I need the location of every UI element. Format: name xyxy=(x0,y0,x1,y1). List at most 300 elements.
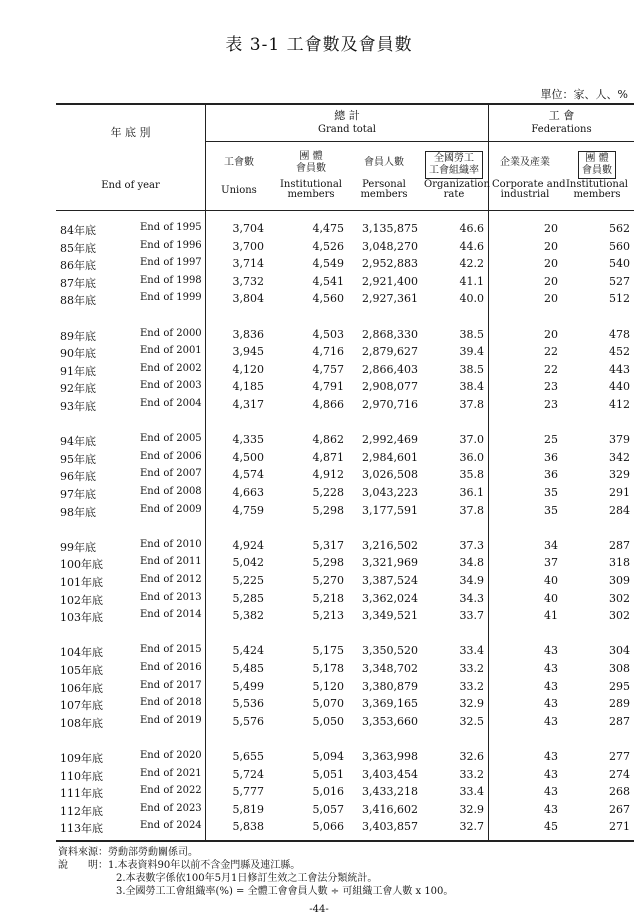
value-cell: 2,866,403 xyxy=(362,362,418,376)
value-cell: 38.5 xyxy=(459,362,484,376)
table-row xyxy=(56,380,634,397)
grand-total-zh: 總 計 xyxy=(334,109,360,122)
value-cell: 271 xyxy=(609,820,630,834)
table-row xyxy=(56,486,634,503)
value-cell: 4,526 xyxy=(312,239,344,253)
year-en-cell: End of 2000 xyxy=(140,327,202,339)
value-cell: 5,218 xyxy=(312,591,344,605)
value-cell: 3,403,454 xyxy=(362,767,418,781)
value-cell: 3,714 xyxy=(232,257,264,271)
header-divider-fed xyxy=(488,141,634,142)
value-cell: 3,363,998 xyxy=(362,750,418,763)
value-cell: 25 xyxy=(544,433,558,447)
value-cell: 20 xyxy=(544,222,558,235)
value-cell: 5,382 xyxy=(232,609,264,623)
value-cell: 291 xyxy=(609,486,630,499)
table-row xyxy=(56,820,634,837)
year-zh-cell: 111年底 xyxy=(60,787,103,801)
value-cell: 5,838 xyxy=(232,820,264,834)
value-cell: 274 xyxy=(609,767,630,781)
value-cell: 37.8 xyxy=(459,398,484,411)
value-cell: 5,051 xyxy=(312,767,344,781)
unions-header-en: Unions xyxy=(221,185,257,196)
value-cell: 2,970,716 xyxy=(362,398,418,411)
value-cell: 4,871 xyxy=(312,450,344,464)
year-en-cell: End of 2011 xyxy=(140,556,202,568)
value-cell: 43 xyxy=(544,644,558,658)
header-divider-grand xyxy=(206,141,488,142)
table-row xyxy=(56,662,634,679)
value-cell: 36 xyxy=(544,468,558,482)
value-cell: 2,952,883 xyxy=(362,257,418,271)
value-cell: 267 xyxy=(609,802,630,816)
value-cell: 5,120 xyxy=(312,679,344,693)
value-cell: 4,716 xyxy=(312,345,344,359)
value-cell: 527 xyxy=(609,274,630,288)
value-cell: 3,732 xyxy=(232,274,264,288)
value-cell: 4,541 xyxy=(312,274,344,288)
table-row xyxy=(56,398,634,415)
year-zh-cell: 87年底 xyxy=(60,276,96,290)
value-cell: 2,992,469 xyxy=(362,433,418,447)
notes-label: 說 明： xyxy=(58,860,108,871)
value-cell: 5,094 xyxy=(312,750,344,763)
table-bottom-border xyxy=(56,840,634,842)
note-line-wrap xyxy=(58,872,453,885)
value-cell: 5,655 xyxy=(232,750,264,763)
unions-header-zh: 工會數 xyxy=(224,157,254,168)
personal-header-zh: 會員人數 xyxy=(364,157,404,168)
year-zh-cell: 106年底 xyxy=(60,681,103,695)
value-cell: 33.2 xyxy=(459,767,484,781)
inst-header-en: Institutional members xyxy=(279,179,343,200)
value-cell: 308 xyxy=(609,662,630,675)
year-en-cell: End of 2014 xyxy=(140,609,202,621)
year-zh-cell: 84年底 xyxy=(60,224,96,237)
table-row xyxy=(56,697,634,714)
value-cell: 5,576 xyxy=(232,714,264,728)
corp-header-zh: 企業及產業 xyxy=(500,157,550,168)
value-cell: 4,912 xyxy=(312,468,344,482)
value-cell: 40 xyxy=(544,591,558,605)
value-cell: 4,663 xyxy=(232,486,264,499)
year-zh-cell: 100年底 xyxy=(60,558,103,572)
value-cell: 5,724 xyxy=(232,767,264,781)
value-cell: 32.5 xyxy=(459,714,484,728)
value-cell: 32.9 xyxy=(459,802,484,816)
corp-header-en: Corporate and industrial xyxy=(492,179,566,200)
year-en-cell: End of 2012 xyxy=(140,574,202,585)
value-cell: 3,348,702 xyxy=(362,662,418,675)
value-cell: 268 xyxy=(609,785,630,799)
value-cell: 5,042 xyxy=(232,556,264,570)
year-en-cell: End of 2010 xyxy=(140,538,202,550)
fed-inst-header-zh-box xyxy=(562,151,632,179)
value-cell: 5,070 xyxy=(312,697,344,711)
value-cell: 36.1 xyxy=(459,486,484,499)
value-cell: 3,216,502 xyxy=(362,538,418,552)
value-cell: 3,026,508 xyxy=(362,468,418,482)
table-row xyxy=(56,768,634,785)
table-row xyxy=(56,222,634,239)
value-cell: 20 xyxy=(544,292,558,306)
year-zh-cell: 105年底 xyxy=(60,664,103,677)
value-cell: 3,380,879 xyxy=(362,679,418,693)
value-cell: 39.4 xyxy=(459,345,484,359)
year-zh-cell: 112年底 xyxy=(60,804,103,818)
value-cell: 37.3 xyxy=(459,538,484,552)
federations-zh: 工 會 xyxy=(548,109,575,122)
value-cell: 289 xyxy=(609,697,630,711)
page-title: 表 3-1 工會數及會員數 xyxy=(225,35,413,55)
value-cell: 20 xyxy=(544,239,558,253)
table-row xyxy=(56,539,634,556)
value-cell: 23 xyxy=(544,380,558,394)
year-zh-cell: 89年底 xyxy=(60,329,96,343)
year-zh-cell: 85年底 xyxy=(60,241,96,255)
value-cell: 42.2 xyxy=(459,257,484,271)
value-cell: 43 xyxy=(544,662,558,675)
value-cell: 2,921,400 xyxy=(362,274,418,288)
value-cell: 43 xyxy=(544,802,558,816)
value-cell: 3,135,875 xyxy=(362,222,418,235)
year-zh-cell: 101年底 xyxy=(60,576,103,589)
value-cell: 43 xyxy=(544,679,558,693)
value-cell: 46.6 xyxy=(459,222,484,235)
year-en-cell: End of 2007 xyxy=(140,468,202,480)
notes-block xyxy=(58,859,453,872)
value-cell: 4,757 xyxy=(312,362,344,376)
value-cell: 5,536 xyxy=(232,697,264,711)
value-cell: 562 xyxy=(609,222,630,235)
value-cell: 2,908,077 xyxy=(362,380,418,394)
value-cell: 5,298 xyxy=(312,503,344,517)
value-cell: 3,048,270 xyxy=(362,239,418,253)
rate-header-zh-box xyxy=(424,151,484,179)
value-cell: 4,317 xyxy=(232,398,264,411)
value-cell: 35 xyxy=(544,486,558,499)
year-en-cell: End of 2022 xyxy=(140,785,202,797)
table-row xyxy=(56,556,634,573)
table-row xyxy=(56,680,634,697)
value-cell: 452 xyxy=(609,345,630,359)
value-cell: 43 xyxy=(544,767,558,781)
year-zh-cell: 103年底 xyxy=(60,611,103,625)
value-cell: 3,836 xyxy=(232,327,264,341)
year-zh-cell: 94年底 xyxy=(60,435,96,449)
value-cell: 20 xyxy=(544,327,558,341)
value-cell: 5,298 xyxy=(312,556,344,570)
value-cell: 44.6 xyxy=(459,239,484,253)
year-zh-cell: 86年底 xyxy=(60,259,96,273)
value-cell: 5,424 xyxy=(232,644,264,658)
value-cell: 45 xyxy=(544,820,558,834)
value-cell: 3,433,218 xyxy=(362,785,418,799)
value-cell: 3,349,521 xyxy=(362,609,418,623)
note-line: 2.本表數字係依100年5月1日修訂生效之工會法分類統計。 xyxy=(116,873,378,884)
note-line: 1.本表資料90年以前不含金門縣及連江縣。 xyxy=(108,860,301,871)
value-cell: 4,862 xyxy=(312,433,344,447)
note-line: 3.全國勞工工會組織率(%) = 全體工會會員人數 ÷ 可組織工會人數 x 100。 xyxy=(116,886,454,897)
year-en-cell: End of 1998 xyxy=(140,274,202,286)
value-cell: 36 xyxy=(544,450,558,464)
table-row xyxy=(56,609,634,626)
year-en-cell: End of 1997 xyxy=(140,257,202,269)
year-zh-cell: 104年底 xyxy=(60,646,103,660)
value-cell: 41.1 xyxy=(459,274,484,288)
year-header-zh: 年 底 別 xyxy=(110,126,151,139)
year-zh-cell: 110年底 xyxy=(60,769,103,783)
value-cell: 5,178 xyxy=(312,662,344,675)
value-cell: 309 xyxy=(609,574,630,587)
value-cell: 412 xyxy=(609,398,630,411)
year-header-en: End of year xyxy=(101,180,160,191)
value-cell: 4,866 xyxy=(312,398,344,411)
value-cell: 43 xyxy=(544,697,558,711)
value-cell: 3,350,520 xyxy=(362,644,418,658)
year-en-cell: End of 2023 xyxy=(140,802,202,814)
value-cell: 5,499 xyxy=(232,679,264,693)
value-cell: 38.4 xyxy=(459,380,484,394)
value-cell: 379 xyxy=(609,433,630,447)
value-cell: 43 xyxy=(544,750,558,763)
value-cell: 35.8 xyxy=(459,468,484,482)
value-cell: 3,804 xyxy=(232,292,264,306)
year-en-cell: End of 1996 xyxy=(140,239,202,251)
value-cell: 304 xyxy=(609,644,630,658)
value-cell: 284 xyxy=(609,503,630,517)
source-note: 資料來源：勞動部勞動關係司。 xyxy=(58,847,198,858)
year-zh-cell: 95年底 xyxy=(60,452,96,466)
value-cell: 43 xyxy=(544,785,558,799)
value-cell: 32.7 xyxy=(459,820,484,834)
value-cell: 5,819 xyxy=(232,802,264,816)
grand-total-en: Grand total xyxy=(318,124,376,135)
value-cell: 560 xyxy=(609,239,630,253)
value-cell: 34.9 xyxy=(459,574,484,587)
fed-inst-header-zh: 團 體 會員數 xyxy=(578,151,616,179)
year-zh-cell: 92年底 xyxy=(60,382,96,396)
table-row xyxy=(56,345,634,362)
value-cell: 33.7 xyxy=(459,609,484,623)
value-cell: 4,503 xyxy=(312,327,344,341)
value-cell: 3,403,857 xyxy=(362,820,418,834)
unit-label: 單位：家、人、% xyxy=(540,88,628,101)
value-cell: 3,043,223 xyxy=(362,486,418,499)
rate-header-zh: 全國勞工 工會組織率 xyxy=(425,151,483,179)
year-en-cell: End of 2020 xyxy=(140,750,202,761)
value-cell: 20 xyxy=(544,274,558,288)
value-cell: 5,228 xyxy=(312,486,344,499)
year-en-cell: End of 2021 xyxy=(140,767,202,779)
value-cell: 3,387,524 xyxy=(362,574,418,587)
value-cell: 342 xyxy=(609,450,630,464)
table-row xyxy=(56,433,634,450)
year-zh-cell: 102年底 xyxy=(60,593,103,607)
year-zh-cell: 99年底 xyxy=(60,540,96,554)
value-cell: 37 xyxy=(544,556,558,570)
value-cell: 295 xyxy=(609,679,630,693)
value-cell: 440 xyxy=(609,380,630,394)
value-cell: 5,270 xyxy=(312,574,344,587)
value-cell: 3,700 xyxy=(232,239,264,253)
value-cell: 3,945 xyxy=(232,345,264,359)
value-cell: 4,924 xyxy=(232,538,264,552)
value-cell: 3,321,969 xyxy=(362,556,418,570)
value-cell: 33.4 xyxy=(459,785,484,799)
value-cell: 3,177,591 xyxy=(362,503,418,517)
note-line-wrap xyxy=(58,885,453,898)
value-cell: 35 xyxy=(544,503,558,517)
value-cell: 3,369,165 xyxy=(362,697,418,711)
value-cell: 4,475 xyxy=(312,222,344,235)
table-row xyxy=(56,292,634,309)
value-cell: 22 xyxy=(544,345,558,359)
value-cell: 5,225 xyxy=(232,574,264,587)
value-cell: 4,791 xyxy=(312,380,344,394)
value-cell: 43 xyxy=(544,714,558,728)
value-cell: 2,927,361 xyxy=(362,292,418,306)
value-cell: 37.0 xyxy=(459,433,484,447)
year-en-cell: End of 2001 xyxy=(140,345,202,357)
value-cell: 4,120 xyxy=(232,362,264,376)
year-zh-cell: 113年底 xyxy=(60,822,103,836)
value-cell: 4,500 xyxy=(232,450,264,464)
value-cell: 287 xyxy=(609,714,630,728)
value-cell: 22 xyxy=(544,362,558,376)
table-row xyxy=(56,504,634,521)
value-cell: 3,353,660 xyxy=(362,714,418,728)
table-row xyxy=(56,363,634,380)
year-en-cell: End of 2016 xyxy=(140,662,202,673)
year-en-cell: End of 2006 xyxy=(140,450,202,462)
table-row xyxy=(56,275,634,292)
year-en-cell: End of 2004 xyxy=(140,398,202,409)
value-cell: 34.8 xyxy=(459,556,484,570)
value-cell: 32.9 xyxy=(459,697,484,711)
year-zh-cell: 107年底 xyxy=(60,699,103,713)
notes xyxy=(58,846,453,898)
value-cell: 4,549 xyxy=(312,257,344,271)
value-cell: 302 xyxy=(609,609,630,623)
year-zh-cell: 93年底 xyxy=(60,400,96,413)
value-cell: 540 xyxy=(609,257,630,271)
value-cell: 4,335 xyxy=(232,433,264,447)
value-cell: 20 xyxy=(544,257,558,271)
year-en-cell: End of 2003 xyxy=(140,380,202,392)
year-en-cell: End of 2005 xyxy=(140,433,202,445)
value-cell: 2,879,627 xyxy=(362,345,418,359)
value-cell: 5,317 xyxy=(312,538,344,552)
page-number: -44- xyxy=(309,904,329,915)
inst-header-zh: 團 體 會員數 xyxy=(296,151,326,174)
rate-header-en: Organization rate xyxy=(424,179,490,200)
year-en-cell: End of 2008 xyxy=(140,486,202,497)
year-zh-cell: 98年底 xyxy=(60,505,96,519)
value-cell: 33.2 xyxy=(459,662,484,675)
year-zh-cell: 88年底 xyxy=(60,294,96,308)
table-row xyxy=(56,750,634,767)
value-cell: 4,185 xyxy=(232,380,264,394)
value-cell: 34.3 xyxy=(459,591,484,605)
year-zh-cell: 97年底 xyxy=(60,488,96,501)
year-en-cell: End of 1999 xyxy=(140,292,202,304)
value-cell: 287 xyxy=(609,538,630,552)
year-en-cell: End of 1995 xyxy=(140,222,202,233)
value-cell: 329 xyxy=(609,468,630,482)
value-cell: 5,485 xyxy=(232,662,264,675)
value-cell: 5,066 xyxy=(312,820,344,834)
year-en-cell: End of 2013 xyxy=(140,591,202,603)
value-cell: 4,574 xyxy=(232,468,264,482)
table-row xyxy=(56,715,634,732)
year-en-cell: End of 2017 xyxy=(140,679,202,691)
value-cell: 3,416,602 xyxy=(362,802,418,816)
year-en-cell: End of 2015 xyxy=(140,644,202,656)
value-cell: 2,984,601 xyxy=(362,450,418,464)
header-bottom-border xyxy=(56,210,634,211)
value-cell: 277 xyxy=(609,750,630,763)
table-row xyxy=(56,240,634,257)
year-zh-cell: 91年底 xyxy=(60,364,96,378)
value-cell: 41 xyxy=(544,609,558,623)
value-cell: 23 xyxy=(544,398,558,411)
value-cell: 4,759 xyxy=(232,503,264,517)
value-cell: 32.6 xyxy=(459,750,484,763)
value-cell: 33.4 xyxy=(459,644,484,658)
value-cell: 37.8 xyxy=(459,503,484,517)
federations-en: Federations xyxy=(531,124,592,135)
value-cell: 4,560 xyxy=(312,292,344,306)
value-cell: 5,777 xyxy=(232,785,264,799)
fed-inst-header-en: Institutional members xyxy=(565,179,629,200)
table-row xyxy=(56,803,634,820)
year-zh-cell: 108年底 xyxy=(60,716,103,730)
year-en-cell: End of 2019 xyxy=(140,714,202,726)
table-row xyxy=(56,574,634,591)
year-en-cell: End of 2018 xyxy=(140,697,202,709)
table-row xyxy=(56,592,634,609)
table-row xyxy=(56,328,634,345)
value-cell: 443 xyxy=(609,362,630,376)
value-cell: 36.0 xyxy=(459,450,484,464)
year-zh-cell: 96年底 xyxy=(60,470,96,484)
value-cell: 5,016 xyxy=(312,785,344,799)
personal-header-en: Personal members xyxy=(360,179,408,200)
year-en-cell: End of 2002 xyxy=(140,362,202,374)
value-cell: 3,362,024 xyxy=(362,591,418,605)
table-row xyxy=(56,785,634,802)
value-cell: 5,285 xyxy=(232,591,264,605)
value-cell: 5,213 xyxy=(312,609,344,623)
value-cell: 5,057 xyxy=(312,802,344,816)
table-row xyxy=(56,644,634,661)
value-cell: 318 xyxy=(609,556,630,570)
year-zh-cell: 90年底 xyxy=(60,347,96,361)
value-cell: 5,175 xyxy=(312,644,344,658)
year-en-cell: End of 2009 xyxy=(140,503,202,515)
table-row xyxy=(56,451,634,468)
value-cell: 33.2 xyxy=(459,679,484,693)
value-cell: 40.0 xyxy=(459,292,484,306)
value-cell: 3,704 xyxy=(232,222,264,235)
value-cell: 34 xyxy=(544,538,558,552)
table-row xyxy=(56,468,634,485)
table-top-border xyxy=(56,103,634,105)
value-cell: 2,868,330 xyxy=(362,327,418,341)
table-row xyxy=(56,257,634,274)
value-cell: 40 xyxy=(544,574,558,587)
